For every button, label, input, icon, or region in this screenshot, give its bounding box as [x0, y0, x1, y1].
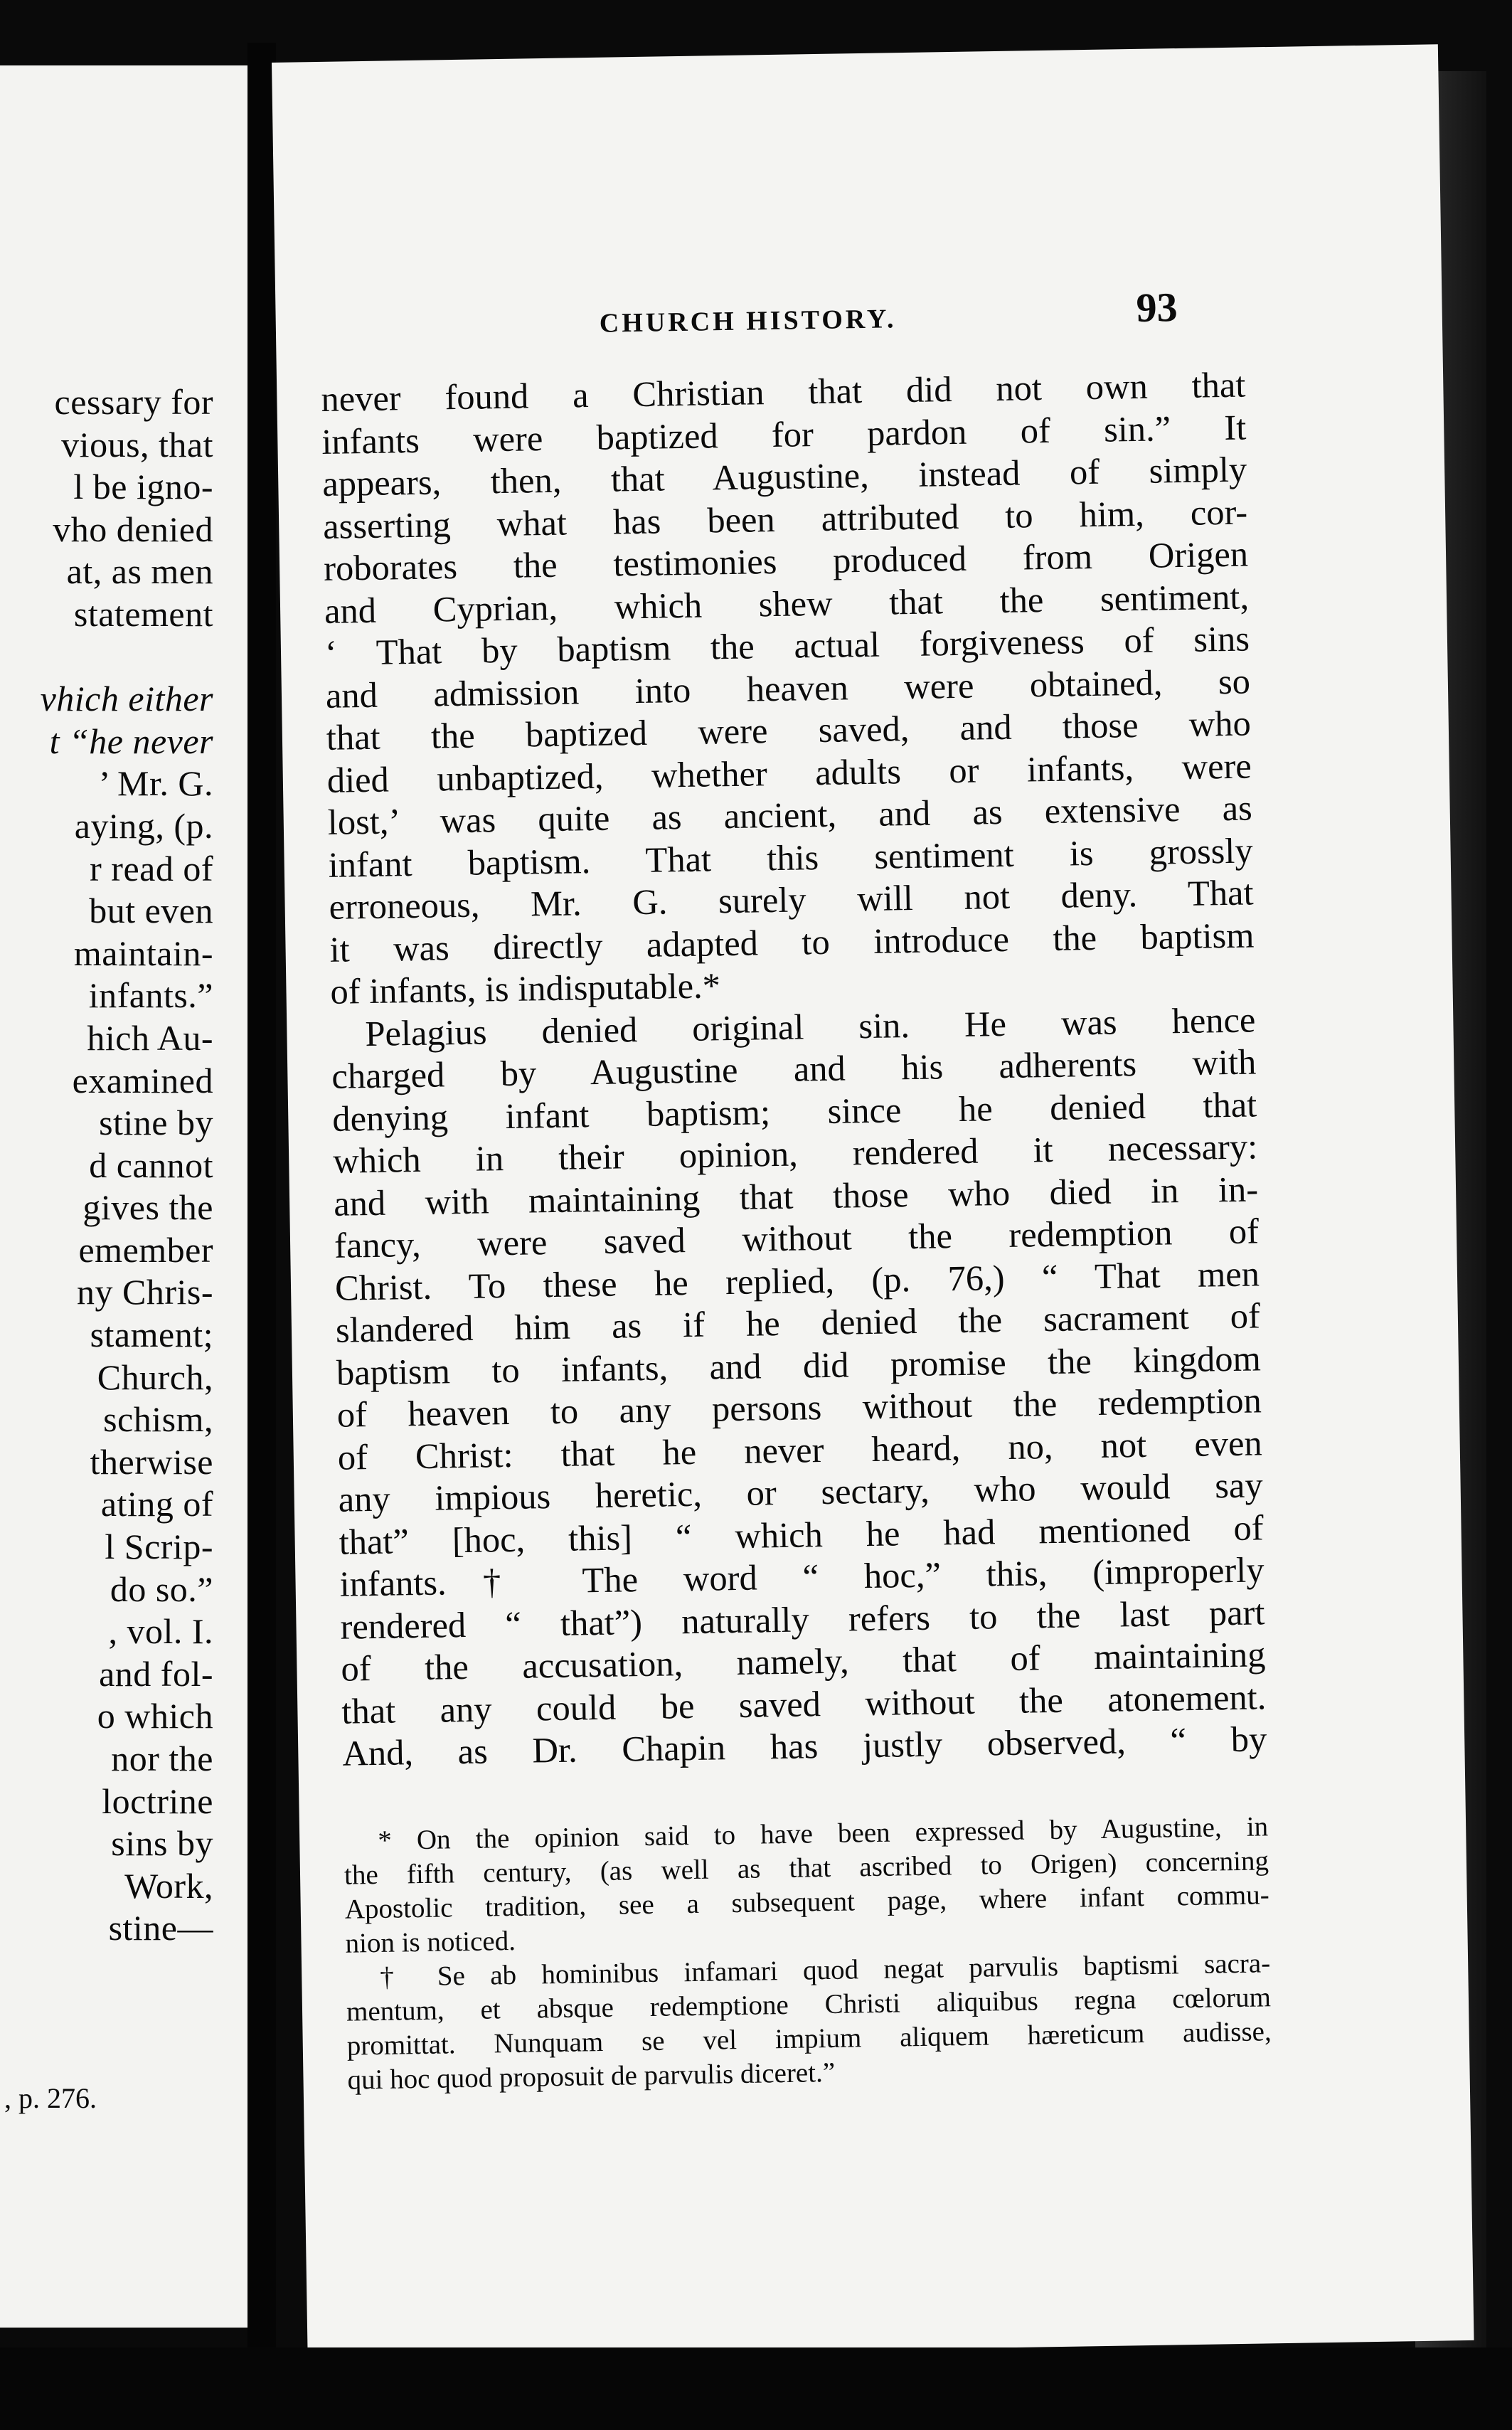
left-page-text: [0, 381, 213, 1950]
left-line: loctrine: [102, 1781, 213, 1821]
body-line: that the baptized were saved, and those who: [326, 703, 1252, 758]
body-line: appears, then, that Augustine, instead of simply: [321, 449, 1247, 504]
left-line: do so.”: [110, 1569, 213, 1609]
footnote-line: Apostolic tradition, see a subsequent page, where infant commu-: [344, 1879, 1269, 1925]
body-line: denying infant baptism; since he denied that: [331, 1083, 1257, 1139]
body-line: of infants, is indisputable.*: [330, 965, 721, 1012]
footnotes: [344, 1810, 1272, 2097]
body-line: and Cyprian, which shew that the sentiment,: [324, 576, 1250, 631]
body-line: any impious heretic, or sectary, who would say: [338, 1465, 1264, 1519]
page-number: 93: [1136, 284, 1178, 331]
body-line: of Christ: that he never heard, no, not even: [337, 1422, 1263, 1477]
body-line: charged by Augustine and his adherents with: [331, 1041, 1257, 1096]
left-line: aying, (p.: [74, 805, 213, 846]
right-page: [272, 44, 1474, 2358]
left-line: Work,: [124, 1865, 213, 1906]
body-line: ‘ That by baptism the actual forgiveness of sins: [324, 618, 1250, 673]
left-line: vhich either: [40, 679, 213, 719]
left-line: t “he never: [49, 721, 213, 761]
left-line: at, as men: [66, 551, 213, 592]
footnote-line: † Se ab hominibus infamari quod negat parvulis baptismi sacra-: [379, 1948, 1271, 1993]
left-line: r read of: [90, 848, 213, 888]
body-line: roborates the testimonies produced from Origen: [323, 534, 1249, 588]
body-line: infants.† The word “ hoc,” this, (improperly: [339, 1549, 1265, 1604]
body-text: [321, 364, 1267, 1776]
body-line: never found a Christian that did not own that: [320, 364, 1246, 419]
left-line: maintain-: [73, 933, 213, 973]
body-line: fancy, were saved without the redemption of: [334, 1211, 1260, 1266]
footnote-line: nion is noticed.: [345, 1925, 516, 1959]
book-gutter: [247, 43, 276, 2412]
body-line: of heaven to any persons without the redemption: [336, 1380, 1262, 1435]
body-line: baptism to infants, and did promise the kingdom: [336, 1337, 1262, 1393]
body-line: Christ. To these he replied, (p. 76,) “ That men: [334, 1253, 1260, 1308]
body-line: infants were baptized for pardon of sin.” It: [321, 407, 1247, 462]
running-head: CHURCH HISTORY.: [599, 304, 897, 339]
body-line: rendered “ that”) naturally refers to the last part: [340, 1591, 1265, 1647]
left-line: gives the: [82, 1187, 213, 1228]
left-facing-page: [0, 65, 256, 2328]
footnote-line: promittat. Nunquam se vel impium aliquem hæreticum audisse,: [346, 2016, 1272, 2062]
body-line: slandered him as if he denied the sacrament of: [335, 1295, 1261, 1350]
footnote-line: * On the opinion said to have been expressed by Augustine, in: [377, 1811, 1269, 1856]
left-line: vho denied: [53, 509, 213, 549]
body-line: Pelagius denied original sin. He was hence: [365, 999, 1256, 1054]
body-line: it was directly adapted to introduce the baptism: [329, 914, 1255, 970]
body-line: and with maintaining that those who died in in-: [333, 1168, 1259, 1224]
left-line: d cannot: [89, 1145, 213, 1185]
left-line: ating of: [100, 1484, 213, 1524]
scan-border: [0, 2347, 1512, 2430]
body-line: of the accusation, namely, that of maintaining: [341, 1634, 1266, 1689]
left-line: cessary for: [54, 382, 213, 422]
footnote-line: qui hoc quod proposuit de parvulis diceret.”: [347, 2057, 836, 2096]
body-line: erroneous, Mr. G. surely will not deny. That: [329, 872, 1254, 927]
left-line: l be igno-: [73, 467, 213, 507]
body-line: that” [hoc, this] “ which he had mentioned of: [339, 1507, 1264, 1562]
body-line: which in their opinion, rendered it necessary:: [332, 1126, 1258, 1181]
page-header: [275, 279, 1442, 354]
left-line: [0, 636, 213, 679]
left-line: o which: [97, 1696, 213, 1736]
left-line: sins by: [111, 1823, 213, 1864]
left-line: examined: [72, 1060, 213, 1100]
left-line: schism,: [103, 1399, 213, 1440]
left-line: l Scrip-: [105, 1527, 213, 1567]
left-line: ny Chris-: [77, 1272, 213, 1312]
body-line: that any could be saved without the atonement.: [341, 1676, 1267, 1731]
body-line: lost,’ was quite as ancient, and as extensive as: [327, 787, 1253, 842]
left-line: but even: [89, 891, 213, 931]
left-line: stament;: [90, 1315, 213, 1355]
left-page-footer: , p. 276.: [4, 2082, 97, 2114]
footnote-line: mentum, et absque redemptione Christi aliquibus regna cœlorum: [346, 1982, 1272, 2027]
left-line: and fol-: [99, 1653, 213, 1694]
left-line: emember: [78, 1229, 213, 1270]
left-line: hich Au-: [87, 1017, 213, 1058]
body-line: died unbaptized, whether adults or infants, were: [326, 745, 1252, 800]
left-line: statement: [73, 593, 213, 634]
left-line: stine by: [99, 1103, 213, 1143]
left-line: , vol. I.: [108, 1611, 213, 1652]
body-line: And, as Dr. Chapin has justly observed, “ by: [341, 1719, 1267, 1773]
footnote-line: the fifth century, (as well as that ascribed to Origen) concerning: [344, 1845, 1269, 1891]
left-line: therwise: [90, 1441, 213, 1482]
body-line: and admission into heaven were obtained, so: [325, 661, 1251, 716]
left-line: stine—: [108, 1908, 213, 1948]
body-line: asserting what has been attributed to him, cor-: [322, 492, 1248, 546]
left-line: ’ Mr. G.: [98, 763, 213, 804]
left-line: nor the: [111, 1739, 213, 1778]
body-line: infant baptism. That this sentiment is grossly: [328, 829, 1253, 885]
left-line: vious, that: [61, 424, 213, 465]
left-line: Church,: [97, 1357, 213, 1397]
left-line: infants.”: [88, 975, 213, 1016]
